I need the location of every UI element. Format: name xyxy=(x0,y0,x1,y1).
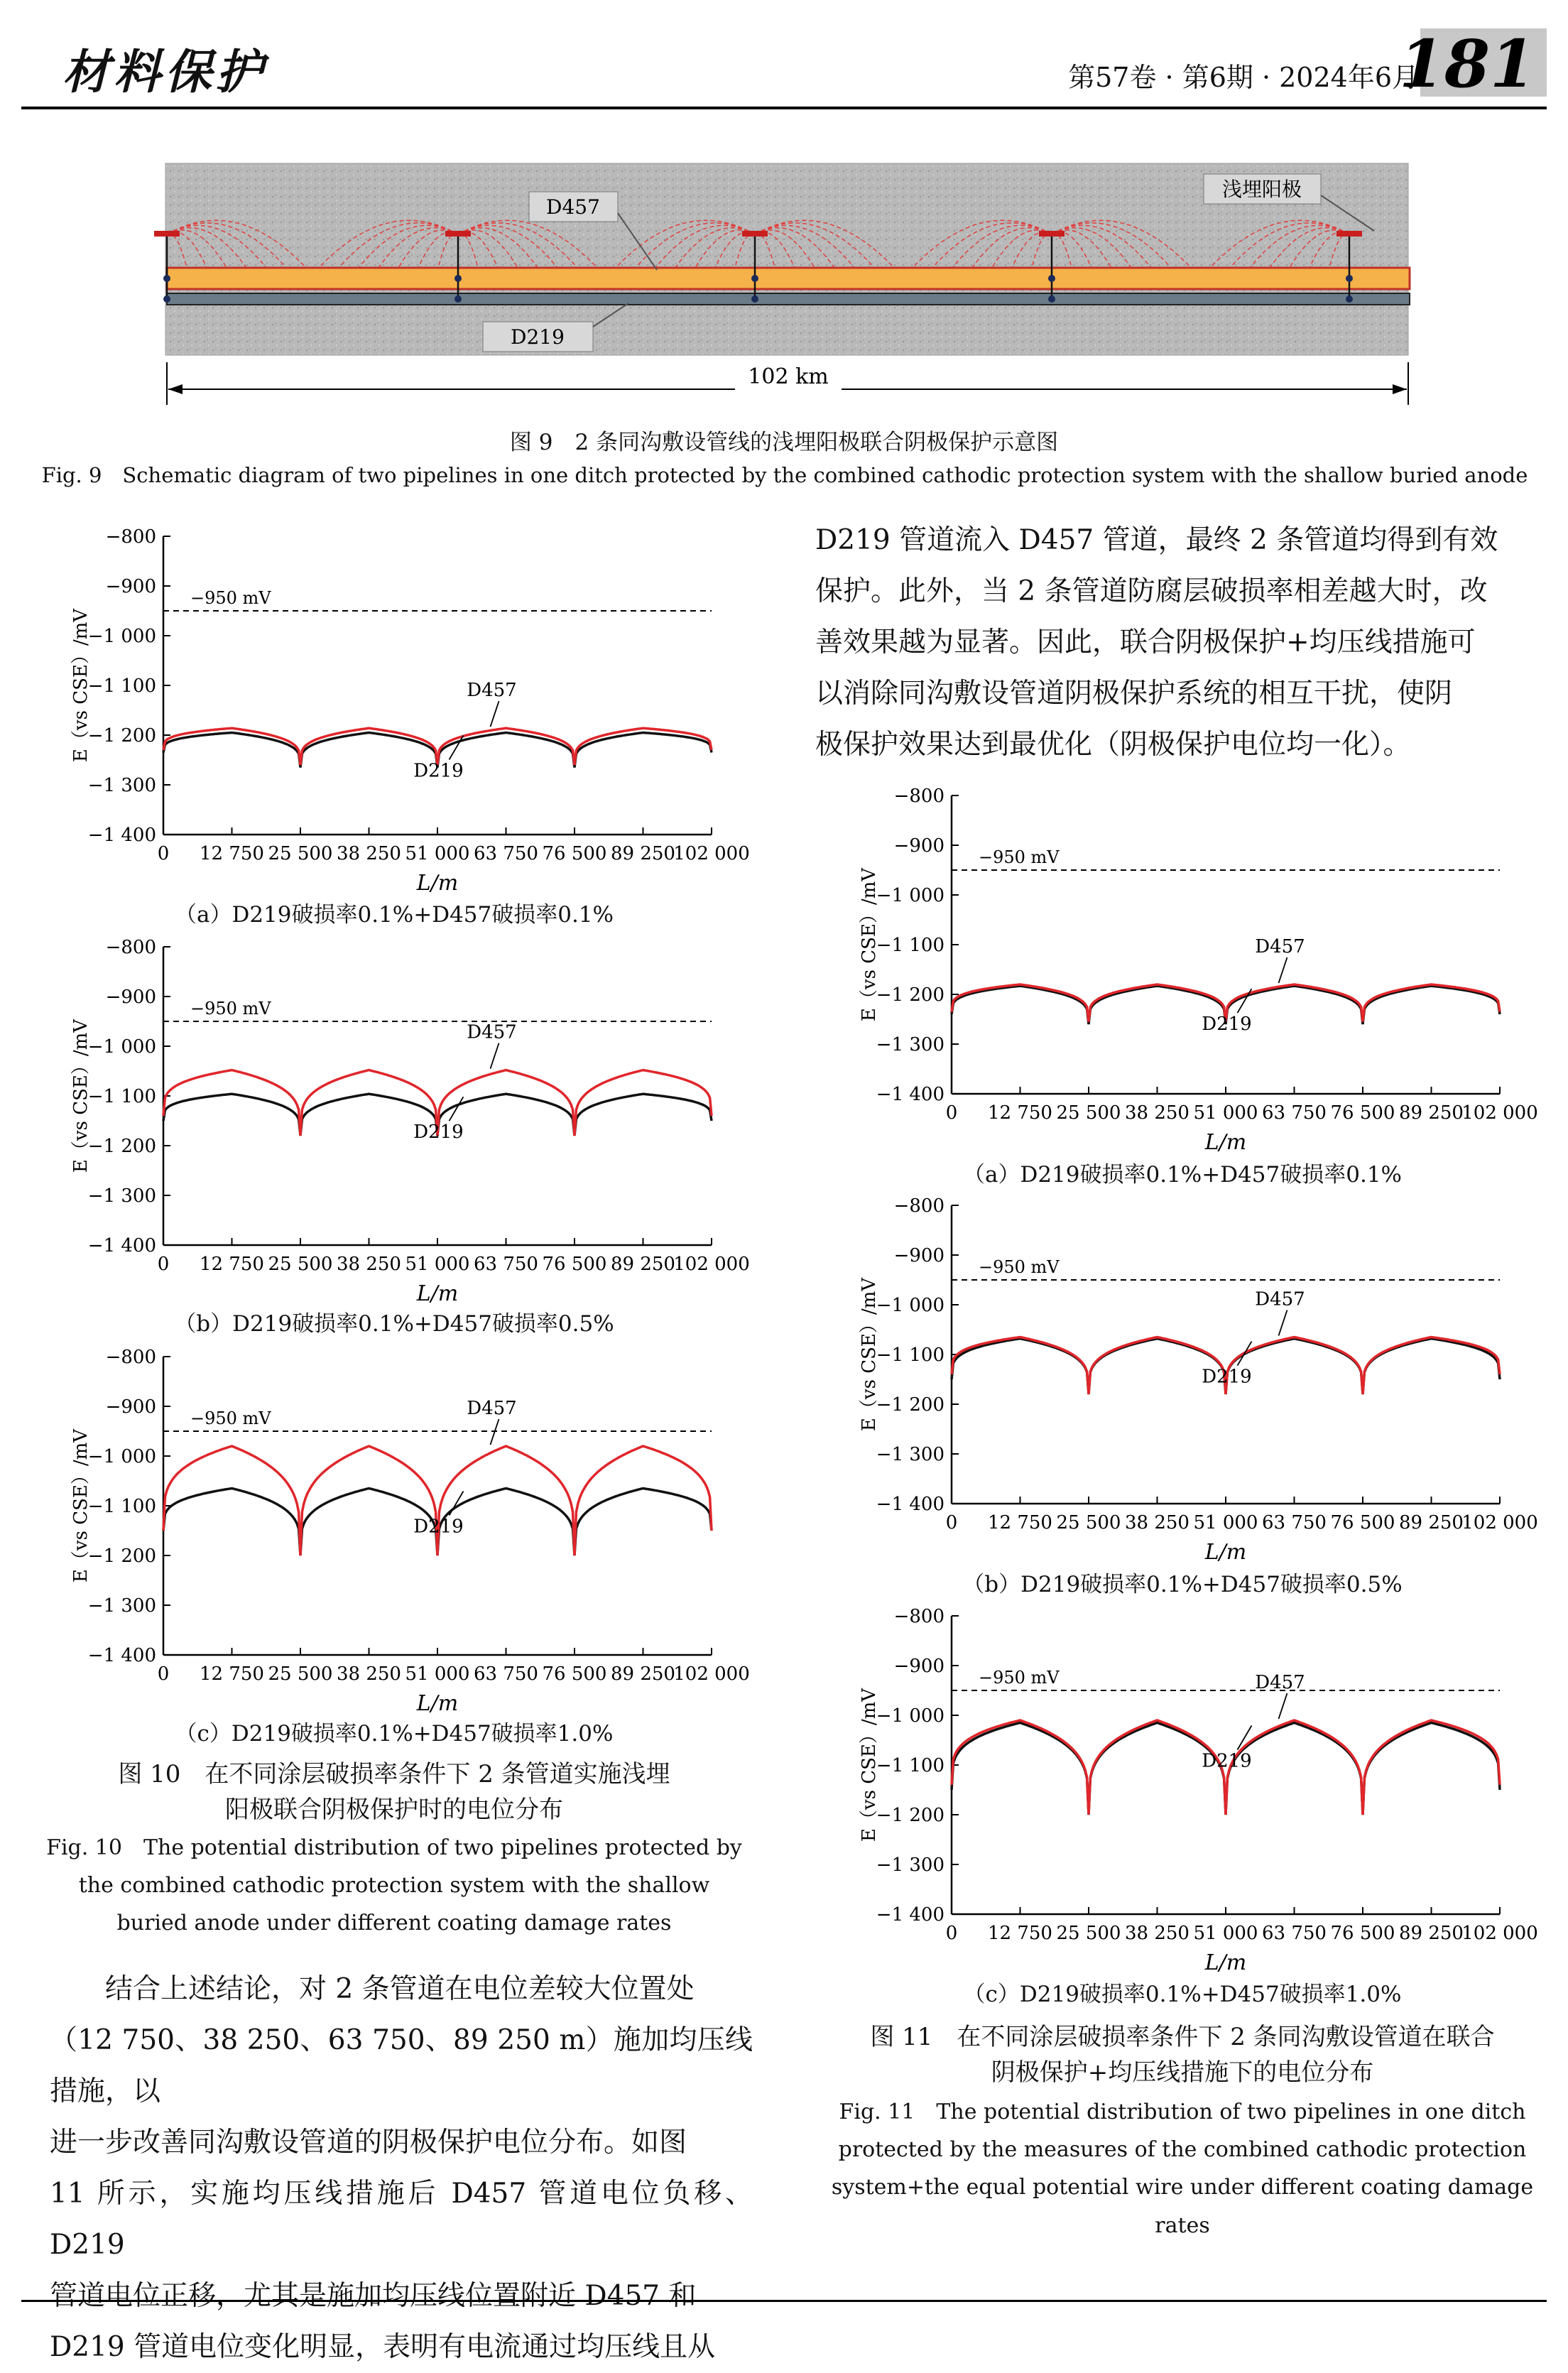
y-axis-label: E（vs CSE）/mV xyxy=(70,1428,92,1583)
x-tick-label: 89 250 xyxy=(1399,1923,1464,1944)
y-axis-label: E（vs CSE）/mV xyxy=(859,1688,880,1842)
header-rule xyxy=(21,107,1547,109)
fig11-caption-cn-2: 阴极保护+均压线措施下的电位分布 xyxy=(991,2058,1374,2087)
y-tick-label: −900 xyxy=(893,1656,944,1677)
x-tick-label: 76 500 xyxy=(1330,1102,1395,1124)
y-tick-label: −1 000 xyxy=(876,1705,944,1727)
junction-dot xyxy=(454,275,462,282)
fig10a-subcaption: （a）D219破损率0.1%+D457破损率0.1% xyxy=(174,902,614,928)
y-tick-label: −1 100 xyxy=(876,1755,944,1776)
x-tick-label: 76 500 xyxy=(542,843,607,864)
fig11-caption-en-1: Fig. 11 The potential distribution of two pipelines in one ditch xyxy=(839,2100,1526,2124)
annotation-d457: D457 xyxy=(467,1021,517,1043)
y-tick-label: −1 300 xyxy=(87,1595,156,1617)
fig10c-subcaption: （c）D219破损率0.1%+D457破损率1.0% xyxy=(175,1721,614,1747)
y-tick-label: −1 300 xyxy=(876,1444,944,1465)
annotation-d457: D457 xyxy=(467,1398,517,1419)
x-tick-label: 51 000 xyxy=(405,1663,470,1685)
series-line-d457 xyxy=(163,1446,712,1555)
x-tick-label: 76 500 xyxy=(1330,1923,1395,1944)
chart-fig11b xyxy=(838,1188,1538,1585)
annotation-d457: D457 xyxy=(1255,1288,1305,1310)
y-tick-label: −1 400 xyxy=(876,1084,944,1105)
x-tick-label: 89 250 xyxy=(1399,1512,1464,1533)
fig10b-subcaption: （b）D219破损率0.1%+D457破损率0.5% xyxy=(174,1311,614,1337)
x-tick-label: 63 750 xyxy=(474,1254,538,1275)
pipe-d457 xyxy=(167,268,1410,289)
reference-label: −950 mV xyxy=(979,1668,1060,1688)
y-tick-label: −1 400 xyxy=(87,1645,156,1666)
annotation-leader-d457 xyxy=(1279,957,1287,983)
x-axis-label: L/m xyxy=(1204,1540,1247,1565)
y-tick-label: −900 xyxy=(105,987,156,1008)
x-axis-label: L/m xyxy=(416,1691,459,1716)
x-tick-label: 38 250 xyxy=(1125,1512,1189,1533)
y-tick-label: −1 100 xyxy=(87,1496,156,1517)
x-tick-label: 12 750 xyxy=(988,1512,1052,1533)
annotation-leader-d219 xyxy=(1238,989,1252,1013)
chart-fig10b xyxy=(50,929,750,1327)
x-tick-label: 0 xyxy=(157,1254,170,1275)
annotation-d219: D219 xyxy=(1202,1750,1252,1772)
x-tick-label: 12 750 xyxy=(200,1663,264,1685)
y-tick-label: −1 400 xyxy=(87,1235,156,1256)
x-tick-label: 89 250 xyxy=(611,843,675,864)
junction-dot xyxy=(1048,275,1055,282)
x-tick-label: 102 000 xyxy=(673,1254,750,1275)
fig10-caption-en-1: Fig. 10 The potential distribution of two pipelines protected by xyxy=(46,1835,742,1860)
y-axis-label: E（vs CSE）/mV xyxy=(70,608,92,763)
annotation-leader-d457 xyxy=(1279,1693,1287,1719)
y-tick-label: −1 200 xyxy=(87,1546,156,1567)
junction-dot xyxy=(1346,295,1353,303)
x-tick-label: 25 500 xyxy=(268,843,333,864)
page-number: 181 xyxy=(1398,26,1535,102)
fig10-caption-en-2: the combined cathodic protection system with the shallow xyxy=(78,1873,710,1898)
y-tick-label: −1 000 xyxy=(876,1295,944,1316)
left-body-paragraph xyxy=(50,1964,753,2373)
fig11-caption-cn-1: 图 11 在不同涂层破损率条件下 2 条同沟敷设管道在联合 xyxy=(870,2023,1495,2051)
y-tick-label: −1 400 xyxy=(876,1904,944,1926)
annotation-d457: D457 xyxy=(1255,936,1305,957)
x-axis-label: L/m xyxy=(1204,1130,1247,1155)
x-tick-label: 51 000 xyxy=(1193,1923,1258,1944)
y-tick-label: −800 xyxy=(105,1347,156,1368)
label-d457: D457 xyxy=(546,195,600,219)
x-tick-label: 0 xyxy=(157,1663,170,1685)
page-number-box xyxy=(1398,26,1547,102)
x-tick-label: 38 250 xyxy=(337,843,401,864)
journal-logo: 材料保护 xyxy=(62,44,267,99)
right-body-paragraph xyxy=(815,515,1547,771)
x-tick-label: 76 500 xyxy=(542,1254,607,1275)
junction-dot xyxy=(163,295,170,303)
y-tick-label: −1 400 xyxy=(876,1494,944,1515)
x-tick-label: 102 000 xyxy=(673,843,750,864)
y-tick-label: −1 200 xyxy=(876,984,944,1006)
y-tick-label: −1 100 xyxy=(87,1086,156,1107)
y-axis-label: E（vs CSE）/mV xyxy=(70,1019,92,1173)
x-tick-label: 89 250 xyxy=(611,1663,675,1685)
chart-fig10c xyxy=(50,1339,750,1737)
dim-arrow-left xyxy=(168,384,183,394)
annotation-d219: D219 xyxy=(413,760,464,782)
y-tick-label: −900 xyxy=(105,1396,156,1418)
y-tick-label: −800 xyxy=(105,526,156,548)
x-tick-label: 0 xyxy=(945,1102,958,1124)
fig10-caption-en-3: buried anode under different coating damage rates xyxy=(116,1911,672,1935)
x-tick-label: 25 500 xyxy=(1056,1512,1121,1533)
chart-fig11a xyxy=(838,778,1538,1175)
y-tick-label: −1 000 xyxy=(87,1446,156,1467)
annotation-d219: D219 xyxy=(1202,1366,1252,1388)
chart-fig11c xyxy=(838,1598,1538,1996)
x-tick-label: 12 750 xyxy=(200,843,264,864)
text-line: 结合上述结论，对 2 条管道在电位差较大位置处 xyxy=(50,1973,695,2005)
y-tick-label: −1 400 xyxy=(87,825,156,846)
footer-rule xyxy=(21,2300,1547,2302)
label-anode: 浅埋阳极 xyxy=(1221,178,1302,201)
y-tick-label: −1 300 xyxy=(87,1185,156,1207)
annotation-d457: D457 xyxy=(1255,1672,1305,1693)
anode-bar xyxy=(445,231,471,237)
text-line: 极保护效果达到最优化（阴极保护电位均一化）。 xyxy=(815,729,1411,761)
x-tick-label: 89 250 xyxy=(1399,1102,1464,1124)
x-tick-label: 63 750 xyxy=(474,843,538,864)
y-tick-label: −1 200 xyxy=(876,1805,944,1826)
text-line: 管道电位正移，尤其是施加均压线位置附近 D457 和 xyxy=(50,2280,697,2312)
pipe-d219 xyxy=(167,293,1410,305)
junction-dot xyxy=(163,275,170,282)
x-tick-label: 76 500 xyxy=(542,1663,607,1685)
x-tick-label: 51 000 xyxy=(405,1254,470,1275)
x-tick-label: 51 000 xyxy=(1193,1102,1258,1124)
x-tick-label: 102 000 xyxy=(1461,1102,1538,1124)
text-line: D219 管道流入 D457 管道，最终 2 条管道均得到有效 xyxy=(815,524,1498,556)
fig11c-subcaption: （c）D219破损率0.1%+D457破损率1.0% xyxy=(963,1982,1402,2007)
junction-dot xyxy=(751,275,758,282)
x-tick-label: 102 000 xyxy=(1461,1512,1538,1533)
x-tick-label: 12 750 xyxy=(988,1102,1052,1124)
x-tick-label: 25 500 xyxy=(268,1254,333,1275)
x-tick-label: 63 750 xyxy=(474,1663,538,1685)
fig10-caption-cn-2: 阳极联合阴极保护时的电位分布 xyxy=(225,1796,563,1824)
annotation-d219: D219 xyxy=(413,1122,464,1144)
x-tick-label: 12 750 xyxy=(200,1254,264,1275)
text-line: （12 750、38 250、63 750、89 250 m）施加均压线措施，以 xyxy=(50,2024,753,2107)
x-axis-label: L/m xyxy=(416,871,459,896)
annotation-d219: D219 xyxy=(1202,1014,1252,1036)
x-tick-label: 76 500 xyxy=(1330,1512,1395,1533)
y-tick-label: −1 300 xyxy=(876,1034,944,1055)
text-line: D219 管道电位变化明显，表明有电流通过均压线且从 xyxy=(50,2331,716,2363)
y-tick-label: −1 000 xyxy=(87,626,156,647)
x-tick-label: 38 250 xyxy=(337,1663,401,1685)
x-tick-label: 25 500 xyxy=(268,1663,333,1685)
x-tick-label: 0 xyxy=(945,1512,958,1533)
x-tick-label: 0 xyxy=(945,1923,958,1944)
anode-bar xyxy=(742,231,768,237)
y-tick-label: −1 000 xyxy=(87,1036,156,1058)
reference-label: −950 mV xyxy=(979,847,1060,867)
dim-arrow-right xyxy=(1393,384,1407,394)
text-line: 进一步改善同沟敷设管道的阴极保护电位分布。如图 xyxy=(50,2127,687,2158)
x-tick-label: 38 250 xyxy=(1125,1923,1189,1944)
x-tick-label: 25 500 xyxy=(1056,1923,1121,1944)
x-tick-label: 38 250 xyxy=(1125,1102,1189,1124)
y-tick-label: −1 200 xyxy=(87,1136,156,1157)
annotation-d457: D457 xyxy=(467,680,517,702)
y-tick-label: −1 100 xyxy=(87,675,156,697)
fig11-caption-en-2: protected by the measures of the combined cathodic protection xyxy=(838,2137,1527,2162)
y-tick-label: −800 xyxy=(105,937,156,958)
x-tick-label: 12 750 xyxy=(988,1923,1052,1944)
y-tick-label: −1 100 xyxy=(876,1345,944,1366)
y-tick-label: −1 200 xyxy=(876,1394,944,1416)
y-tick-label: −1 000 xyxy=(876,885,944,906)
annotation-d219: D219 xyxy=(413,1516,464,1538)
y-tick-label: −1 200 xyxy=(87,725,156,746)
label-d219: D219 xyxy=(511,325,565,349)
x-tick-label: 63 750 xyxy=(1262,1923,1327,1944)
x-tick-label: 51 000 xyxy=(405,843,470,864)
reference-label: −950 mV xyxy=(190,999,271,1019)
annotation-leader-d457 xyxy=(491,701,499,727)
fig9-caption-cn: 图 9 2 条同沟敷设管线的浅埋阳极联合阴极保护示意图 xyxy=(509,430,1059,455)
junction-dot xyxy=(1346,275,1353,282)
annotation-leader-d457 xyxy=(491,1043,499,1069)
x-tick-label: 25 500 xyxy=(1056,1102,1121,1124)
anode-bar xyxy=(1039,231,1065,237)
x-axis-label: L/m xyxy=(416,1281,459,1306)
y-tick-label: −800 xyxy=(893,786,944,807)
anode-bar xyxy=(154,231,180,237)
y-tick-label: −900 xyxy=(893,1245,944,1266)
fig11a-subcaption: （a）D219破损率0.1%+D457破损率0.1% xyxy=(962,1162,1403,1188)
x-tick-label: 102 000 xyxy=(673,1663,750,1685)
fig11b-subcaption: （b）D219破损率0.1%+D457破损率0.5% xyxy=(962,1572,1403,1597)
dim-label: 102 km xyxy=(748,364,829,389)
reference-label: −950 mV xyxy=(190,1408,271,1428)
annotation-leader-d457 xyxy=(1279,1310,1287,1336)
annotation-leader-d219 xyxy=(1238,1342,1252,1366)
x-tick-label: 102 000 xyxy=(1461,1923,1538,1944)
y-axis-label: E（vs CSE）/mV xyxy=(859,867,880,1022)
y-tick-label: −1 300 xyxy=(87,775,156,796)
text-line: 善效果越为显著。因此，联合阴极保护+均压线措施可 xyxy=(815,626,1476,658)
y-tick-label: −900 xyxy=(893,835,944,857)
text-line: 以消除同沟敷设管道阴极保护系统的相互干扰，使阴 xyxy=(815,678,1453,710)
y-tick-label: −800 xyxy=(893,1606,944,1627)
y-axis-label: E（vs CSE）/mV xyxy=(859,1277,880,1432)
y-tick-label: −900 xyxy=(105,576,156,597)
junction-dot xyxy=(454,295,462,303)
y-tick-label: −800 xyxy=(893,1195,944,1217)
anode-bar xyxy=(1336,231,1362,237)
fig9-schematic xyxy=(160,160,1417,405)
fig10-caption-cn-1: 图 10 在不同涂层破损率条件下 2 条管道实施浅埋 xyxy=(118,1760,670,1788)
x-axis-label: L/m xyxy=(1204,1950,1247,1975)
fig11-caption-en-3: system+the equal potential wire under different coating damage rates xyxy=(831,2175,1534,2238)
x-tick-label: 0 xyxy=(157,843,170,864)
x-tick-label: 63 750 xyxy=(1262,1512,1327,1533)
fig9-caption-en: Fig. 9 Schematic diagram of two pipelines in one ditch protected by the combined cathodic protection system with the shallow buried anode xyxy=(41,463,1528,487)
x-tick-label: 38 250 xyxy=(337,1254,401,1275)
text-line: 保护。此外，当 2 条管道防腐层破损率相差越大时，改 xyxy=(815,575,1488,607)
text-line: 11 所示，实施均压线措施后 D457 管道电位负移、D219 xyxy=(50,2178,753,2261)
y-tick-label: −1 100 xyxy=(876,935,944,956)
issue-info: 第57卷 · 第6期 · 2024年6月 xyxy=(1068,62,1419,93)
reference-label: −950 mV xyxy=(979,1257,1060,1277)
junction-dot xyxy=(1048,295,1055,303)
reference-label: −950 mV xyxy=(190,588,271,608)
chart-fig10a xyxy=(50,518,750,916)
x-tick-label: 63 750 xyxy=(1262,1102,1327,1124)
y-tick-label: −1 300 xyxy=(876,1855,944,1876)
junction-dot xyxy=(751,295,758,303)
x-tick-label: 51 000 xyxy=(1193,1512,1258,1533)
x-tick-label: 89 250 xyxy=(611,1254,675,1275)
